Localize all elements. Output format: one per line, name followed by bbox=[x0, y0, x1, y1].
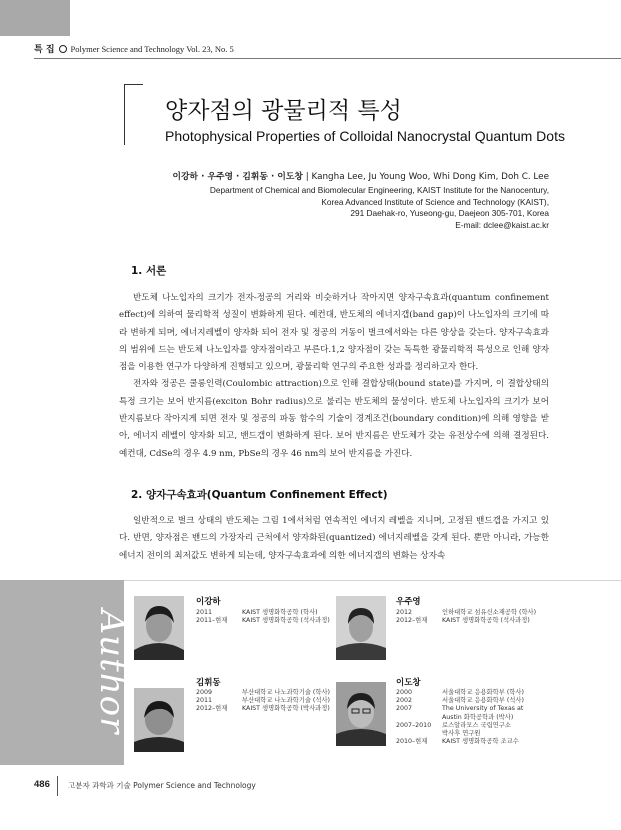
history-desc: KAIST 생명화학공학 (석사과정) bbox=[442, 617, 530, 625]
history-year: 2011 bbox=[196, 697, 213, 705]
history-year bbox=[396, 730, 442, 738]
author-names-korean: 이강하 · 우주영 · 김휘동 · 이도창 bbox=[172, 172, 303, 182]
history-desc: 서울대학교 응용화학부 (석사) bbox=[442, 697, 524, 705]
author-history bbox=[196, 689, 330, 714]
history-desc: KAIST 생명화학공학 (학사) bbox=[242, 609, 318, 616]
author-photo-1 bbox=[134, 596, 184, 660]
introduction-body bbox=[119, 290, 549, 463]
running-head bbox=[34, 42, 234, 55]
author-box-rule bbox=[124, 580, 621, 581]
header-rule bbox=[34, 58, 621, 59]
history-desc: The University of Texas at bbox=[442, 705, 524, 713]
author-name: 이도창 bbox=[396, 678, 421, 688]
author-photo-2 bbox=[336, 596, 386, 660]
history-row bbox=[396, 689, 524, 697]
author-history bbox=[396, 689, 524, 746]
author-photo-3 bbox=[134, 688, 184, 752]
history-year: 2009 bbox=[196, 689, 213, 696]
history-year: 2007–2010 bbox=[396, 721, 432, 729]
history-desc: 서울대학교 응용화학부 (학사) bbox=[442, 689, 524, 696]
history-row bbox=[396, 705, 524, 713]
quantum-confinement-body bbox=[119, 513, 549, 565]
history-desc: 부산대학교 나노과학기술 (학사) bbox=[242, 689, 330, 696]
footer-journal: 고분자 과학과 기술 Polymer Science and Technology bbox=[68, 781, 256, 790]
history-desc: KAIST 생명화학공학 (석사과정) bbox=[242, 617, 330, 625]
journal-name: Polymer Science and Technology Vol. 23, No. 5 bbox=[70, 44, 234, 54]
title-korean: 양자점의 광물리적 특성 bbox=[165, 98, 402, 124]
history-desc: KAIST 생명화학공학 조교수 bbox=[442, 738, 519, 746]
paragraph: 일반적으로 벌크 상태의 반도체는 그림 1에서처럼 연속적인 에너지 레벨을 지니며, 고정된 밴드갭을 가지고 있다. 반면, 양자점은 밴드의 가장자리 근처에서 양자화된(quantized) 에너지레벨을 갖게 된다. 뿐만 아니라, 가능한 에너지 전이의 최저값도 변하게 되는데, 양자구속효과에 의한 에너지갭의 변화는 상자속 bbox=[119, 516, 549, 561]
author-line bbox=[173, 169, 549, 182]
history-row bbox=[396, 697, 524, 705]
author-names-english: Kangha Lee, Ju Young Woo, Whi Dong Kim, Doh C. Lee bbox=[311, 172, 549, 182]
author-name: 이강하 bbox=[196, 597, 221, 607]
corner-tab bbox=[0, 0, 70, 36]
footer-rule bbox=[57, 776, 58, 796]
history-row bbox=[396, 722, 524, 730]
history-year: 2002 bbox=[396, 697, 413, 705]
history-row bbox=[196, 609, 330, 617]
affiliation-line: 291 Daehak-ro, Yuseong-gu, Daejeon 305-701, Korea bbox=[350, 208, 549, 218]
history-year: 2012–현재 bbox=[396, 617, 428, 625]
author-label: Author bbox=[92, 609, 132, 735]
history-desc: 인하대학교 섬유신소재공학 (학사) bbox=[442, 609, 537, 616]
history-desc: KAIST 생명화학공학 (박사과정) bbox=[242, 705, 330, 713]
history-desc: 로스알라모스 국립연구소 bbox=[442, 721, 511, 729]
history-year: 2011 bbox=[196, 609, 213, 616]
author-name: 우주영 bbox=[396, 597, 421, 607]
history-row bbox=[396, 730, 524, 738]
author-photo-4 bbox=[336, 682, 386, 746]
affiliation bbox=[210, 185, 549, 231]
paragraph: 전자와 정공은 쿨롱인력(Coulombic attraction)으로 인해 결합상태(bound state)를 가지며, 이 결합상태의 특정 크기는 보어 반지름(exciton Bohr radius)으로 불리는 반도체의 물성이다. 반도체 나노입자의 크기가 보어 반지름보다 작아지게 되면 전자 및 정공의 파동 함수의 기술이 경계조건(boundary condition)에 의해 영향을 받아, 에너지 레벨이 양자화 되고, 밴드갭이 변화하게 된다. 보어 반지름은 반도체가 갖는 유전상수에 의해 결정된다. 예컨대, CdSe의 경우 4.9 nm, PbSe의 경우 46 nm의 보어 반지름을 가진다. bbox=[119, 379, 549, 459]
section-heading-quantum-confinement: 2. 양자구속효과(Quantum Confinement Effect) bbox=[131, 489, 388, 501]
circle-bullet-icon bbox=[59, 45, 67, 53]
author-history bbox=[396, 609, 536, 625]
affiliation-line: Korea Advanced Institute of Science and Technology (KAIST), bbox=[321, 196, 549, 207]
title-english: Photophysical Properties of Colloidal Nanocrystal Quantum Dots bbox=[165, 128, 565, 144]
title-bracket bbox=[124, 84, 143, 145]
history-row bbox=[396, 738, 524, 746]
history-year bbox=[396, 714, 442, 722]
history-row bbox=[396, 609, 536, 617]
history-year: 2000 bbox=[396, 689, 413, 696]
history-year: 2010–현재 bbox=[396, 738, 428, 746]
history-row bbox=[196, 617, 330, 625]
history-row bbox=[196, 705, 330, 713]
author-history bbox=[196, 609, 330, 625]
history-row bbox=[396, 714, 524, 722]
history-year: 2011–현재 bbox=[196, 617, 228, 625]
affiliation-line: Department of Chemical and Biomolecular Engineering, KAIST Institute for the Nanocentury, bbox=[209, 185, 549, 195]
page-number: 486 bbox=[34, 779, 50, 790]
paragraph: 반도체 나노입자의 크기가 전자-정공의 거리와 비슷하거나 작아지면 양자구속효과(quantum confinement effect)에 의하여 물리학적 성질이 변화하게 된다. 예컨대, 반도체의 에너지갭(band gap)이 나노입자의 크기에 따라 변하게 되며, 에너지레벨이 양자화 되어 전자 및 정공의 거동이 벌크에서와는 다른 양상을 갖는다. 양자구속효과의 범위에 드는 반도체 나노입자를 양자점이라고 부른다.1,2 양자점이 갖는 독특한 광물리학적 특성으로 인해 양자점을 이용한 연구가 다양하게 진행되고 있으며, 광물리학 연구의 주요한 성과를 정리하고자 한다. bbox=[119, 293, 549, 373]
author-name: 김휘동 bbox=[196, 678, 221, 688]
author-separator: | bbox=[305, 172, 309, 182]
history-row bbox=[396, 617, 536, 625]
history-year: 2012 bbox=[396, 609, 413, 616]
section-label: 특 집 bbox=[34, 45, 55, 55]
history-row bbox=[196, 689, 330, 697]
history-year: 2012–현재 bbox=[196, 705, 228, 713]
history-desc: 박사후 연구원 bbox=[442, 730, 481, 738]
history-desc: Austin 화학공학과 (박사) bbox=[442, 713, 514, 721]
email[interactable]: E-mail: dclee@kaist.ac.kr bbox=[455, 219, 549, 230]
history-desc: 부산대학교 나노과학기술 (석사) bbox=[242, 697, 330, 705]
section-heading-introduction: 1. 서론 bbox=[131, 265, 167, 277]
history-year: 2007 bbox=[396, 705, 413, 713]
